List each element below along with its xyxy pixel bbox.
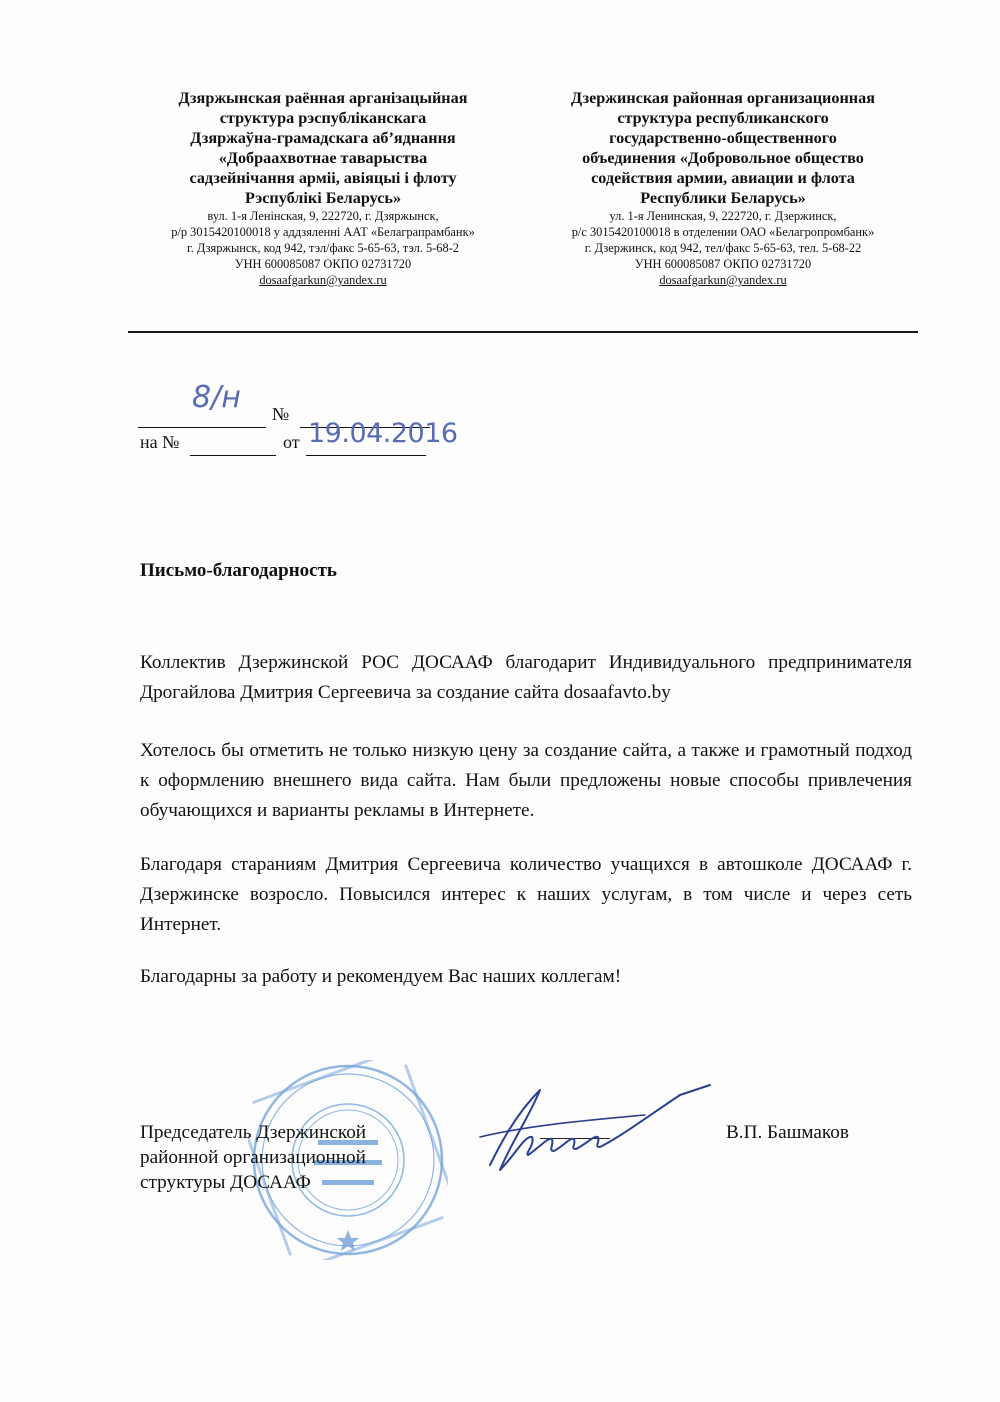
- org-line: Республики Беларусь»: [640, 189, 806, 207]
- org-name-ru: [540, 88, 906, 208]
- date-from-label: от: [283, 432, 300, 452]
- registry-line: УНН 600085087 ОКПО 02731720: [634, 257, 812, 271]
- date-handwritten: 19.04.2016: [308, 418, 458, 449]
- paragraph: Коллектив Дзержинской РОС ДОСААФ благодарит Индивидуального предпринимателя Дрогайлова Дмитрия Сергеевича за создание сайта dosaafavto.by: [140, 652, 912, 703]
- address-line: вул. 1-я Ленінская, 9, 222720, г. Дзяржынск,: [207, 209, 439, 223]
- bank-line: р/с 3015420100018 в отделении ОАО «Белагропромбанк»: [571, 225, 875, 239]
- email-link[interactable]: dosaafgarkun@yandex.ru: [659, 273, 787, 287]
- paragraph: Благодаря стараниям Дмитрия Сергеевича количество учащихся в автошколе ДОСААФ г. Дзержинске возросло. Повысился интерес к наших услугам, в том числе и через сеть Интернет.: [140, 854, 912, 935]
- letter-title: Письмо-благодарность: [140, 560, 337, 581]
- org-line: садзейнічання арміі, авіяцыі і флоту: [189, 169, 457, 187]
- org-line: «Добраахвотнае таварыства: [218, 149, 428, 167]
- org-line: объединения «Добровольное общество: [582, 149, 864, 167]
- phone-line: г. Дзяржынск, код 942, тэл/факс 5-65-63, тэл. 5-68-2: [186, 241, 459, 255]
- position-line: структуры ДОСААФ: [140, 1172, 311, 1193]
- header-left-belarusian: [140, 88, 506, 288]
- bank-line: р/р 3015420100018 у аддзяленні ААТ «Белаграпрамбанк»: [171, 225, 475, 239]
- outgoing-number-blank: [138, 427, 266, 428]
- org-line: государственно-общественного: [609, 129, 837, 147]
- handwritten-signature: [470, 1075, 730, 1185]
- date-blank: [306, 455, 426, 456]
- org-line: Рэспублікі Беларусь»: [244, 189, 402, 207]
- org-name-by: [140, 88, 506, 208]
- org-details-by: [140, 208, 506, 288]
- position-line: Председатель Дзержинской: [140, 1122, 367, 1143]
- email-link[interactable]: dosaafgarkun@yandex.ru: [259, 273, 387, 287]
- reply-to-label: на №: [140, 432, 180, 452]
- header-right-russian: [540, 88, 906, 288]
- reply-number-blank: [190, 455, 276, 456]
- paragraph: Благодарны за работу и рекомендуем Вас наших коллегам!: [140, 966, 622, 987]
- phone-line: г. Дзержинск, код 942, тел/факс 5-65-63, тел. 5-68-22: [584, 241, 862, 255]
- signatory-name: В.П. Башмаков: [726, 1122, 849, 1143]
- org-line: Дзяржаўна-грамадскага аб’яднання: [190, 129, 456, 147]
- address-line: ул. 1-я Ленинская, 9, 222720, г. Дзержинск,: [609, 209, 837, 223]
- number-sign: №: [272, 404, 290, 424]
- position-line: районной организационной: [140, 1147, 366, 1168]
- header-divider: [128, 331, 918, 333]
- signatory-position: [140, 1120, 366, 1195]
- org-line: структура республиканского: [617, 109, 829, 127]
- org-line: Дзяржынская раённая арганізацыйная: [178, 89, 468, 107]
- org-details-ru: [540, 208, 906, 288]
- registry-line: УНН 600085087 ОКПО 02731720: [234, 257, 412, 271]
- org-line: Дзержинская районная организационная: [571, 89, 875, 107]
- org-line: структура рэспубліканскага: [219, 109, 427, 127]
- org-line: содействия армии, авиации и флота: [591, 169, 855, 187]
- outgoing-number-handwritten: 8/н: [192, 380, 241, 415]
- paragraph: Хотелось бы отметить не только низкую цену за создание сайта, а также и грамотный подход к оформлению внешнего вида сайта. Нам были предложены новые способы привлечения обучающихся и варианты рекламы в Интернете.: [140, 740, 912, 821]
